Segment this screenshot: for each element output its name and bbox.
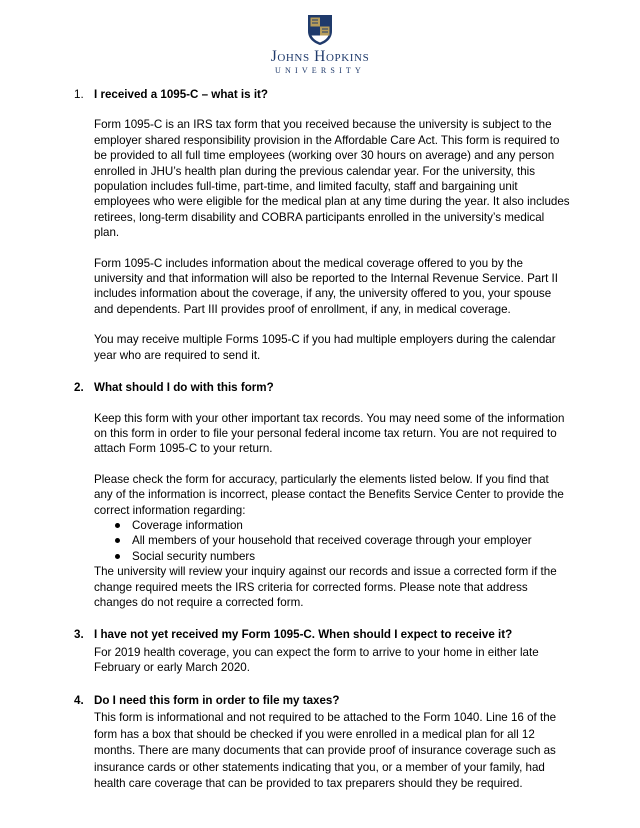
section-number: 2. xyxy=(74,381,84,395)
section-title: I have not yet received my Form 1095-C. When should I expect to receive it? xyxy=(94,628,513,642)
faq-section-3 xyxy=(0,627,640,675)
section-number: 4. xyxy=(74,693,84,707)
faq-section-4 xyxy=(0,693,640,793)
list-item: Social security numbers xyxy=(94,549,570,564)
list-item: Coverage information xyxy=(94,518,570,533)
faq-content xyxy=(0,87,640,793)
logo-wordmark: Johns Hopkins xyxy=(270,48,370,65)
bullet-list xyxy=(94,518,570,564)
section-number: 1. xyxy=(74,88,84,101)
section-paragraph: Please check the form for accuracy, particularly the elements listed below. If you find that any of the information is incorrect, please contact the Benefits Service Center to provide the correct information regarding: xyxy=(94,472,564,517)
section-title: Do I need this form in order to file my taxes? xyxy=(94,693,340,707)
section-paragraph: Form 1095-C includes information about the medical coverage offered to you by the university and that information will also be reported to the Internal Revenue Service. Part II includes information about the coverage, if any, the university offered to you, your spouse and dependents. Part III provides proof of enrollment, if any, in medical coverage. xyxy=(94,256,558,316)
shield-icon xyxy=(307,14,333,46)
section-paragraph: This form is informational and not required to be attached to the Form 1040. Line 16 of the form has a box that should be checked if you were enrolled in a medical plan for all 12 months. There are many documents that can provide proof of insurance coverage such as insurance cards or other statements indicating that you, or a member of your family, had health care coverage that can be provided to tax preparers should they be required. xyxy=(94,711,557,791)
university-logo xyxy=(0,14,640,75)
list-item: All members of your household that received coverage through your employer xyxy=(94,533,570,548)
section-paragraph: The university will review your inquiry against our records and issue a corrected form if the change required meets the IRS criteria for corrected forms. Please note that address changes do not require a corrected form. xyxy=(94,565,557,609)
section-title: What should I do with this form? xyxy=(94,381,274,395)
faq-section-1 xyxy=(0,87,640,363)
faq-section-2 xyxy=(0,380,640,610)
section-paragraph: You may receive multiple Forms 1095-C if you had multiple employers during the calendar year who are required to send it. xyxy=(94,333,556,362)
section-title: I received a 1095-C – what is it? xyxy=(94,88,268,101)
section-paragraph: Form 1095-C is an IRS tax form that you received because the university is subject to the employer shared responsibility provision in the Affordable Care Act. This form is required to be provided to all full time employees (working over 30 hours on average) and any person enrolled in JHU’s health plan during the previous calendar year. For the university, this population includes full-time, part-time, and limited faculty, staff and bargaining unit employees who were eligible for the medical plan at any time during the year. It also includes retirees, long-term disability and COBRA participants enrolled in the university’s medical plan. xyxy=(94,118,570,240)
logo-subtitle: UNIVERSITY xyxy=(275,66,365,75)
section-number: 3. xyxy=(74,628,84,642)
section-paragraph: Keep this form with your other important tax records. You may need some of the information on this form in order to file your personal federal income tax return. You are not required to attach Form 1095-C to your return. xyxy=(94,411,565,456)
section-paragraph: For 2019 health coverage, you can expect the form to arrive to your home in either late February or early March 2020. xyxy=(94,645,539,675)
